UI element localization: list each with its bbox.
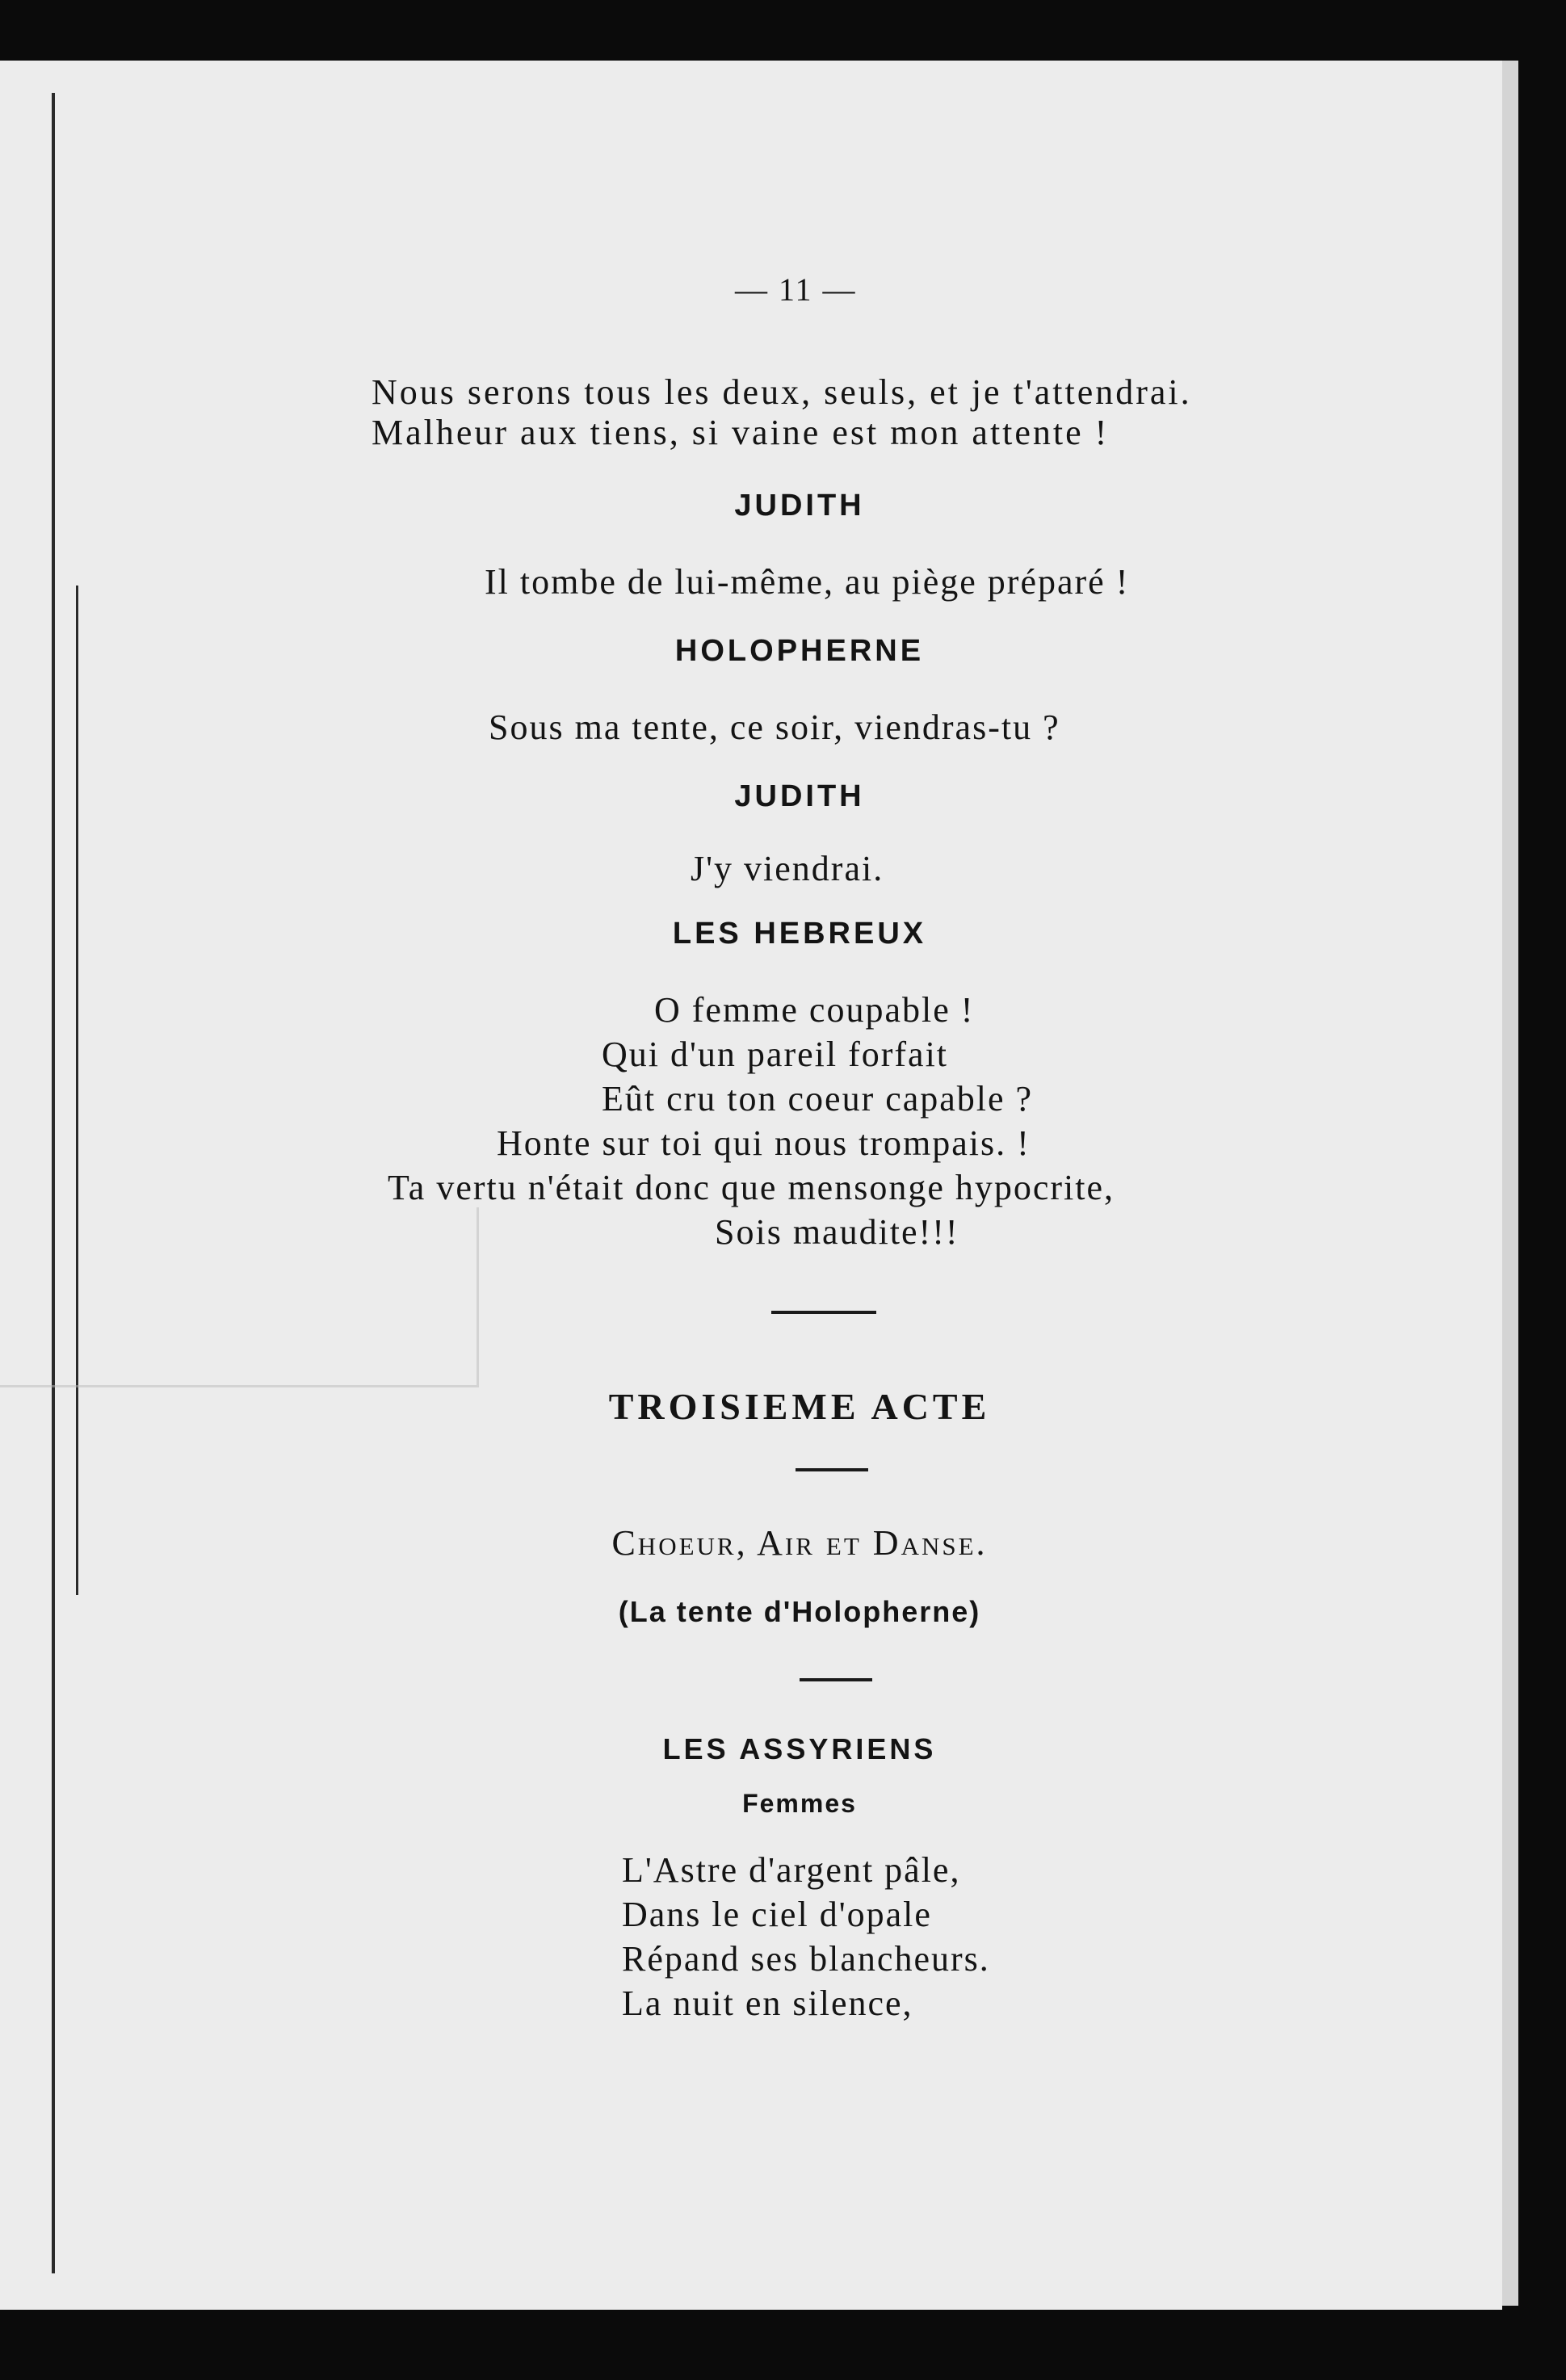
margin-line-inner <box>76 586 78 1595</box>
setting-divider <box>800 1678 872 1681</box>
verse-line-2: Malheur aux tiens, si vaine est mon attente ! <box>372 413 1110 452</box>
hebreux-line-4: Honte sur toi qui nous trompais. ! <box>497 1123 1031 1163</box>
judith-line-1: Il tombe de lui-même, au piège préparé ! <box>485 562 1130 602</box>
holopherne-line: Sous ma tente, ce soir, viendras-tu ? <box>489 707 1060 747</box>
hebreux-line-3: Eût cru ton coeur capable ? <box>602 1079 1034 1119</box>
assyriens-verse-1: L'Astre d'argent pâle, <box>622 1850 961 1890</box>
speaker-femmes: Femmes <box>742 1789 857 1818</box>
judith-line-2: J'y viendrai. <box>691 849 884 888</box>
hebreux-line-1: O femme coupable ! <box>654 990 975 1030</box>
assyriens-verse-2: Dans le ciel d'opale <box>622 1895 932 1934</box>
book-page <box>0 61 1502 2310</box>
margin-line <box>52 93 55 2273</box>
speaker-judith-2: JUDITH <box>734 779 865 813</box>
speaker-hebreux: LES HEBREUX <box>672 917 927 951</box>
hebreux-line-5: Ta vertu n'était donc que mensonge hypocrite, <box>388 1168 1115 1207</box>
verse-line-1: Nous serons tous les deux, seuls, et je t'attendrai. <box>372 372 1192 412</box>
act-title: TROISIEME ACTE <box>608 1386 991 1427</box>
act-setting: (La tente d'Holopherne) <box>618 1595 981 1628</box>
faded-stamp <box>0 1207 479 1387</box>
assyriens-verse-3: Répand ses blancheurs. <box>622 1939 990 1979</box>
act-subtitle: Choeur, Air et Danse. <box>611 1523 988 1563</box>
section-divider <box>771 1311 876 1314</box>
hebreux-line-6: Sois maudite!!! <box>715 1212 959 1252</box>
speaker-holopherne: HOLOPHERNE <box>674 634 925 668</box>
speaker-assyriens: LES ASSYRIENS <box>662 1732 937 1765</box>
page-number: — 11 — <box>735 271 857 308</box>
assyriens-verse-4: La nuit en silence, <box>622 1983 913 2023</box>
act-divider <box>796 1468 868 1471</box>
hebreux-line-2: Qui d'un pareil forfait <box>602 1035 949 1074</box>
speaker-judith: JUDITH <box>734 489 865 523</box>
